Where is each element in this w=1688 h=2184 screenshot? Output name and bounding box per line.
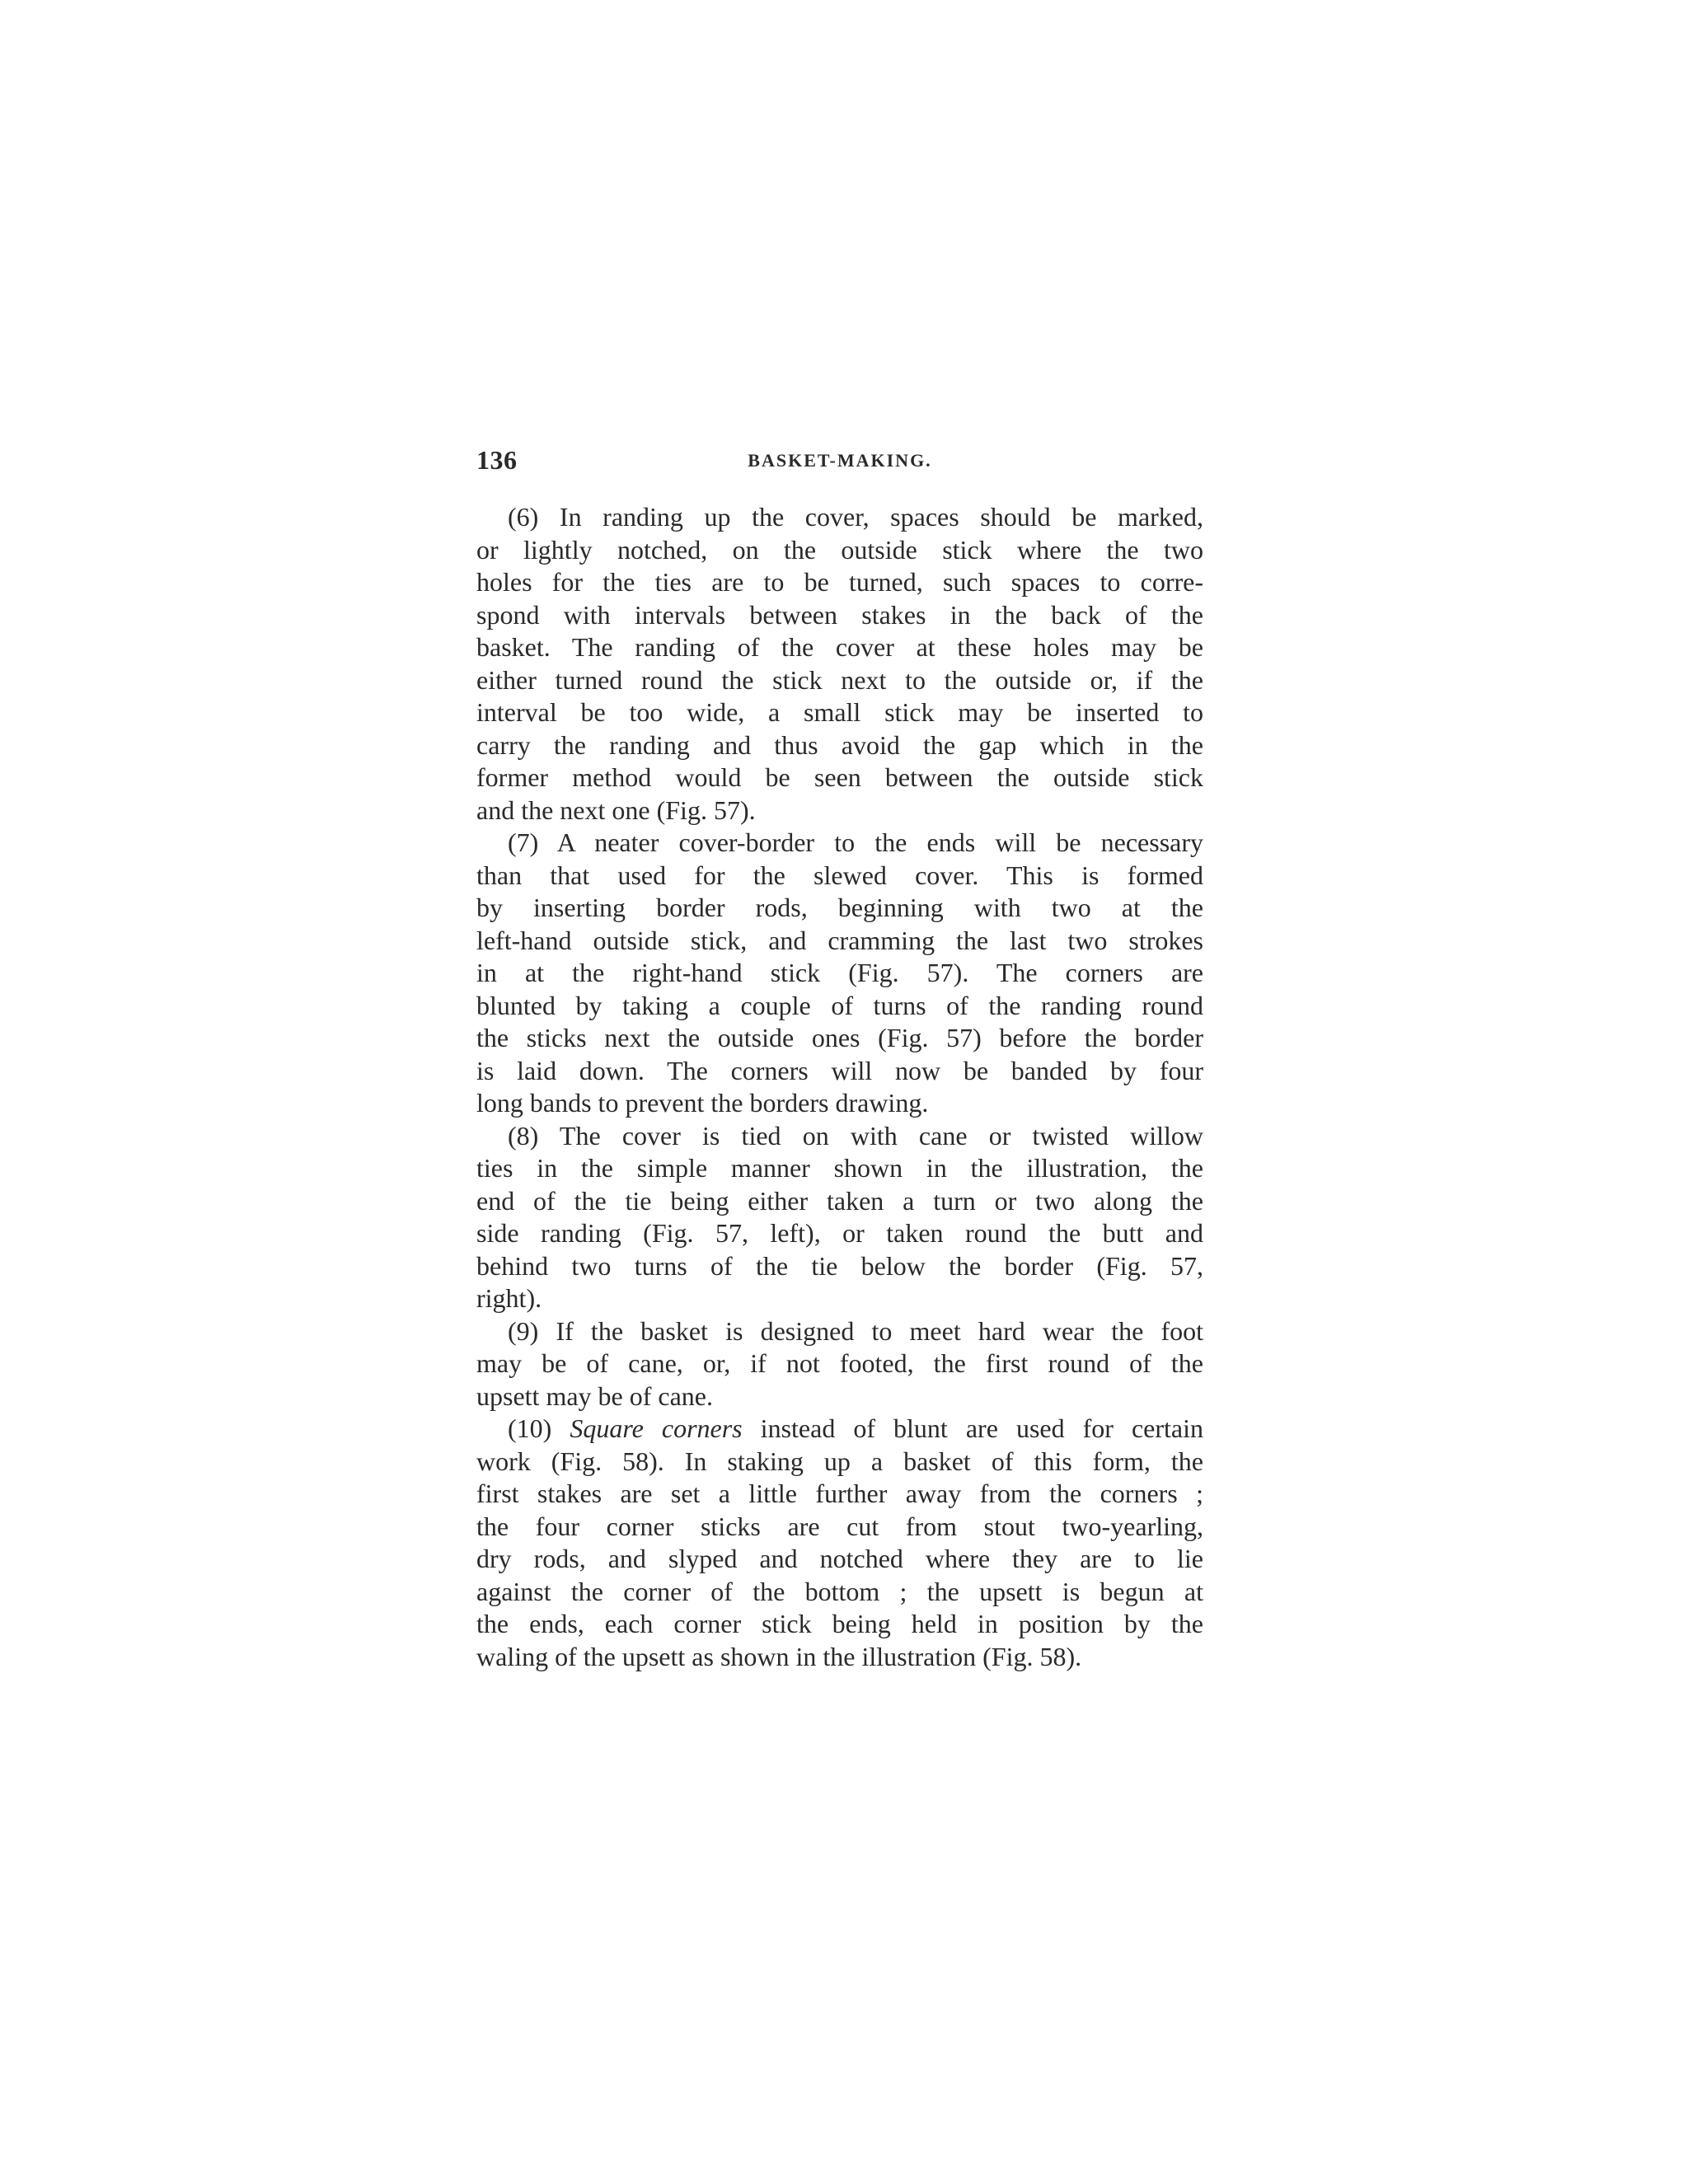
italic-term: Square corners (570, 1413, 743, 1443)
paragraph-9 (476, 1315, 1203, 1413)
text-line: holes for the ties are to be turned, such spaces to corre- (476, 567, 1203, 597)
paragraph-8 (476, 1120, 1203, 1315)
text-line: ties in the simple manner shown in the illustration, the (476, 1153, 1203, 1183)
body-text (476, 501, 1203, 1673)
text-line: upsett may be of cane. (476, 1380, 713, 1411)
text-line: left-hand outside stick, and cramming the last two strokes (476, 925, 1203, 955)
text-line: than that used for the slewed cover. This is formed (476, 860, 1203, 890)
line-suffix: instead of blunt are used for certain (742, 1413, 1204, 1443)
text-line: first stakes are set a little further away from the corners ; (476, 1479, 1203, 1508)
text-line: is laid down. The corners will now be banded by four (476, 1055, 1203, 1085)
text-line: (9) If the basket is designed to meet hard wear the foot (508, 1315, 1203, 1346)
text-line: in at the right-hand stick (Fig. 57). The corners are (476, 958, 1203, 987)
text-line: (8) The cover is tied on with cane or twisted willow (508, 1120, 1203, 1151)
text-line: carry the randing and thus avoid the gap which in the (476, 729, 1203, 760)
text-line: the four corner sticks are cut from stout two-yearling, (476, 1511, 1203, 1541)
text-line: end of the tie being either taken a turn or two along the (476, 1185, 1203, 1216)
text-line: the ends, each corner stick being held in position by the (476, 1609, 1203, 1638)
text-line: (7) A neater cover-border to the ends will be necessary (508, 827, 1203, 857)
text-line: right). (476, 1283, 542, 1313)
text-line (476, 1413, 1203, 1446)
text-line: interval be too wide, a small stick may be inserted to (476, 697, 1203, 727)
text-line: spond with intervals between stakes in the back of the (476, 599, 1203, 630)
text-line: against the corner of the bottom ; the upsett is begun at (476, 1576, 1203, 1606)
text-line: (6) In randing up the cover, spaces should be marked, (508, 502, 1203, 532)
text-line: behind two turns of the tie below the border (Fig. 57, (476, 1250, 1203, 1281)
page-number: 136 (476, 445, 518, 475)
text-line: or lightly notched, on the outside stick where the two (476, 534, 1203, 565)
running-head (476, 445, 1203, 478)
text-line: work (Fig. 58). In staking up a basket of this form, the (476, 1446, 1203, 1476)
text-line: by inserting border rods, beginning with two at the (476, 893, 1203, 922)
text-line: basket. The randing of the cover at these holes may be (476, 632, 1203, 662)
text-line: may be of cane, or, if not footed, the first round of the (476, 1348, 1203, 1378)
text-line: and the next one (Fig. 57). (476, 794, 756, 825)
text-line: long bands to prevent the borders drawing. (476, 1088, 929, 1118)
text-line: side randing (Fig. 57, left), or taken round the butt and (476, 1218, 1203, 1248)
text-line: either turned round the stick next to the outside or, if the (476, 664, 1203, 695)
line-prefix: (10) (508, 1413, 570, 1443)
paragraph-6 (476, 501, 1203, 827)
text-line: the sticks next the outside ones (Fig. 57) before the border (476, 1023, 1203, 1052)
paragraph-7 (476, 827, 1203, 1120)
text-line: former method would be seen between the outside stick (476, 762, 1203, 792)
running-title: BASKET-MAKING. (748, 450, 932, 471)
text-line: dry rods, and slyped and notched where they are to lie (476, 1544, 1203, 1573)
paragraph-10 (476, 1413, 1203, 1673)
text-line: blunted by taking a couple of turns of the randing round (476, 990, 1203, 1020)
text-line: waling of the upsett as shown in the illustration (Fig. 58). (476, 1641, 1082, 1671)
